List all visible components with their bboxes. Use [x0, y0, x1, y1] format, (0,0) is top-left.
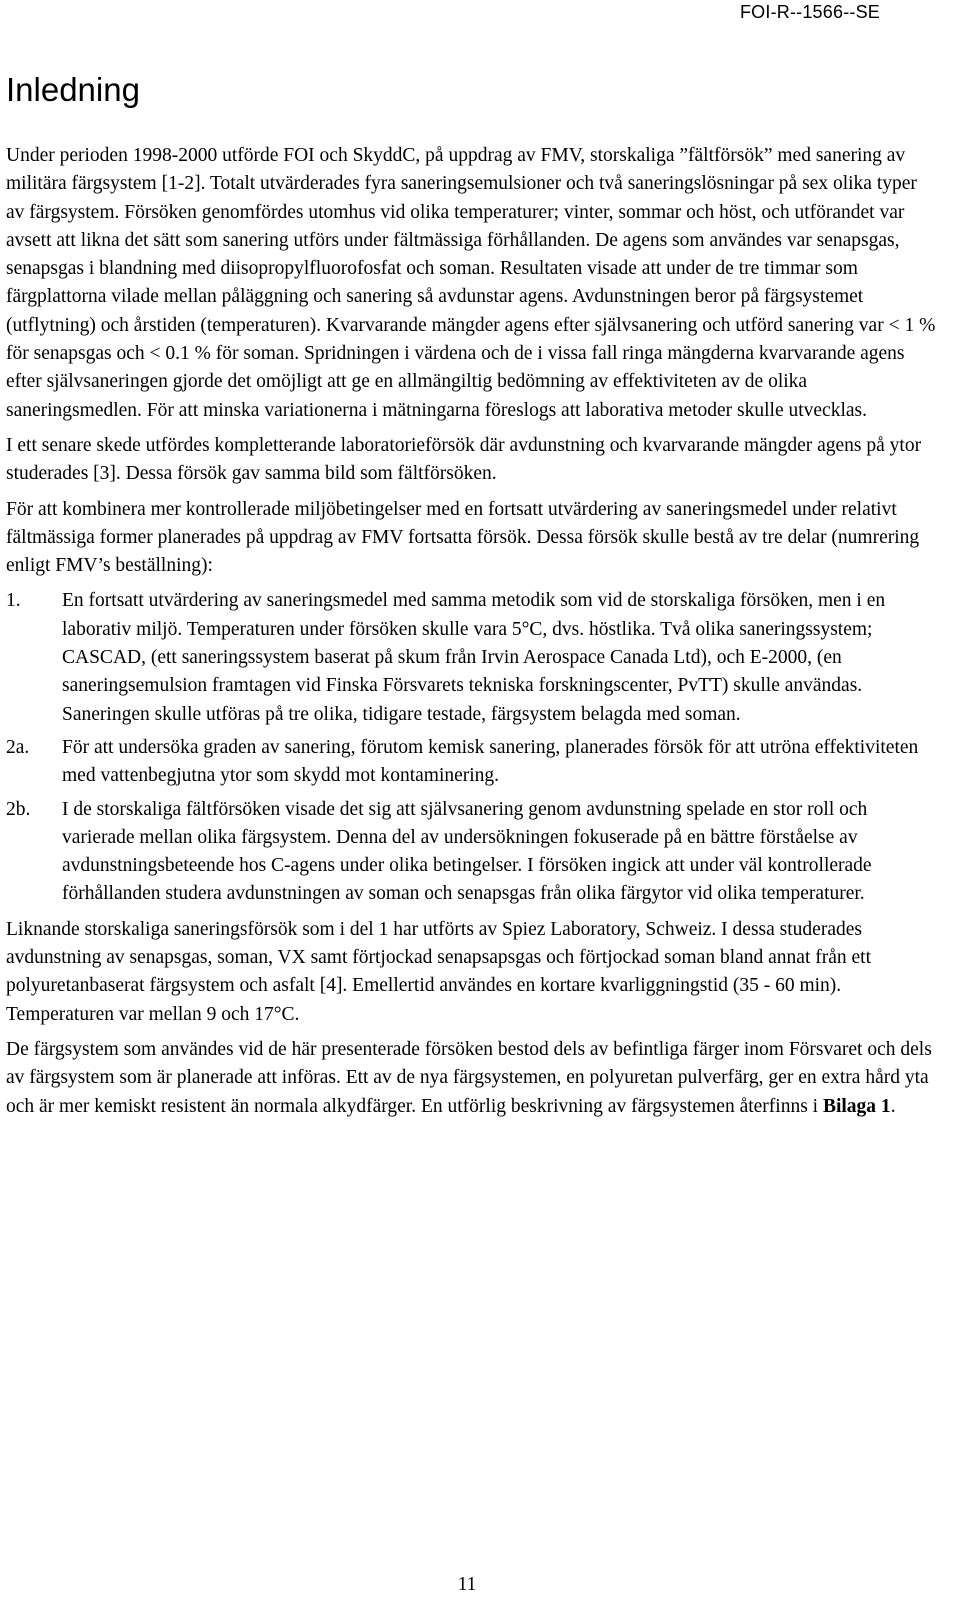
paragraph-text: De färgsystem som användes vid de här presenterade försöken bestod dels av befintliga färger inom Försvaret och dels av färgsystem som är planerade att införas. Ett av de nya färgsystemen, en polyuretan pulverfärg, ger en extra hård yta och är mer kemiskt resistent än normala alkydfärger. En utförlig beskrivning av färgsystemen återfinns i — [6, 1038, 932, 1117]
list-item — [6, 796, 936, 909]
paragraph: I ett senare skede utfördes kompletterande laboratorieförsök där avdunstning och kvarvarande mängder agens på ytor studerades [3]. Dessa försök gav samma bild som fältförsöken. — [6, 434, 922, 485]
list-item-text: I de storskaliga fältförsöken visade det sig att självsanering genom avdunstning spelade en stor roll och varierade mellan olika färgsystem. Denna del av undersökningen fokuserade på en bättre förståelse av avdunstningsbeteende hos C-agens under olika betingelser. I försöken ingick att under väl kontrollerade förhållanden studera avdunstningen av soman och senapsgas från olika färgytor vid olika temperaturer. — [62, 798, 872, 905]
list-item-text: En fortsatt utvärdering av saneringsmedel med samma metodik som vid de storskaliga försöken, men i en laborativ miljö. Temperaturen under försöken skulle vara 5°C, dvs. höstlika. Två olika saneringssystem; CASCAD, (ett saneringssystem baserat på skum från Irvin Aerospace Canada Ltd), och E-2000, (en saneringsemulsion framtagen vid Finska Försvarets tekniska forskningscenter, PvTT) skulle användas. Saneringen skulle utföras på tre olika, tidigare testade, färgsystem belagda med soman. — [62, 590, 886, 725]
list-item-number: 1. — [6, 590, 21, 612]
paragraph: Under perioden 1998-2000 utförde FOI och SkyddC, på uppdrag av FMV, storskaliga ”fältförsök” med sanering av militära färgsystem [1-2]. Totalt utvärderades fyra saneringsemulsioner och två saneringslösningar på sex olika typer av färgsystem. Försöken genomfördes utomhus vid olika temperaturer; vinter, sommar och höst, och utförandet var avsett att likna det sätt som sanering utförs under fältmässiga förhållanden. De agens som användes var senapsgas, senapsgas i blandning med diisopropylfluorofosfat och soman. Resultaten visade att under de tre timmar som färgplattorna vilade mellan påläggning och sanering så avdunstar agens. Avdunstningen beror på färgsystemet (utflytning) och årstiden (temperaturen). Kvarvarande mängder agens efter självsanering och utförd sanering var < 1 % för senapsgas och < 0.1 % för soman. Spridningen i värdena och de i vissa fall ringa mängderna kvarvarande agens efter självsaneringen gjorde det omöjligt att ge en allmängiltig bedömning av effektiviteten av de olika saneringsmedlen. För att minska variationerna i mätningarna föreslogs att laborativa metoder skulle utvecklas. — [6, 145, 936, 421]
paragraph-end: . — [890, 1095, 896, 1117]
paragraph — [6, 1036, 936, 1121]
list-item-text: För att undersöka graden av sanering, förutom kemisk sanering, planerades försök för att utröna effektiviteten med vattenbegjutna ytor som skydd mot kontaminering. — [62, 736, 919, 787]
list-item — [6, 587, 936, 728]
paragraph: Liknande storskaliga saneringsförsök som i del 1 har utförts av Spiez Laboratory, Schweiz. I dessa studerades avdunstning av senapsgas, soman, VX samt förtjockad senapsapsgas och förtjockad soman bland annat från ett polyuretanbaserat färgsystem och asfalt [4]. Emellertid användes en kortare kvarliggningstid (35 - 60 min). Temperaturen var mellan 9 och 17°C. — [6, 918, 872, 1025]
numbered-list — [6, 587, 936, 908]
document-header-id: FOI-R--1566--SE — [739, 2, 880, 22]
list-item — [6, 734, 936, 791]
paragraph: För att kombinera mer kontrollerade miljöbetingelser med en fortsatt utvärdering av saneringsmedel under relativt fältmässiga former planerades på uppdrag av FMV fortsatta försök. Dessa försök skulle bestå av tre delar (numrering enligt FMV’s beställning): — [6, 498, 920, 577]
appendix-reference: Bilaga 1 — [822, 1095, 891, 1117]
section-title: Inledning — [6, 71, 140, 108]
document-body — [6, 142, 936, 1128]
list-item-number: 2a. — [6, 736, 30, 758]
list-item-number: 2b. — [6, 798, 31, 820]
page-number: 11 — [457, 1574, 477, 1595]
